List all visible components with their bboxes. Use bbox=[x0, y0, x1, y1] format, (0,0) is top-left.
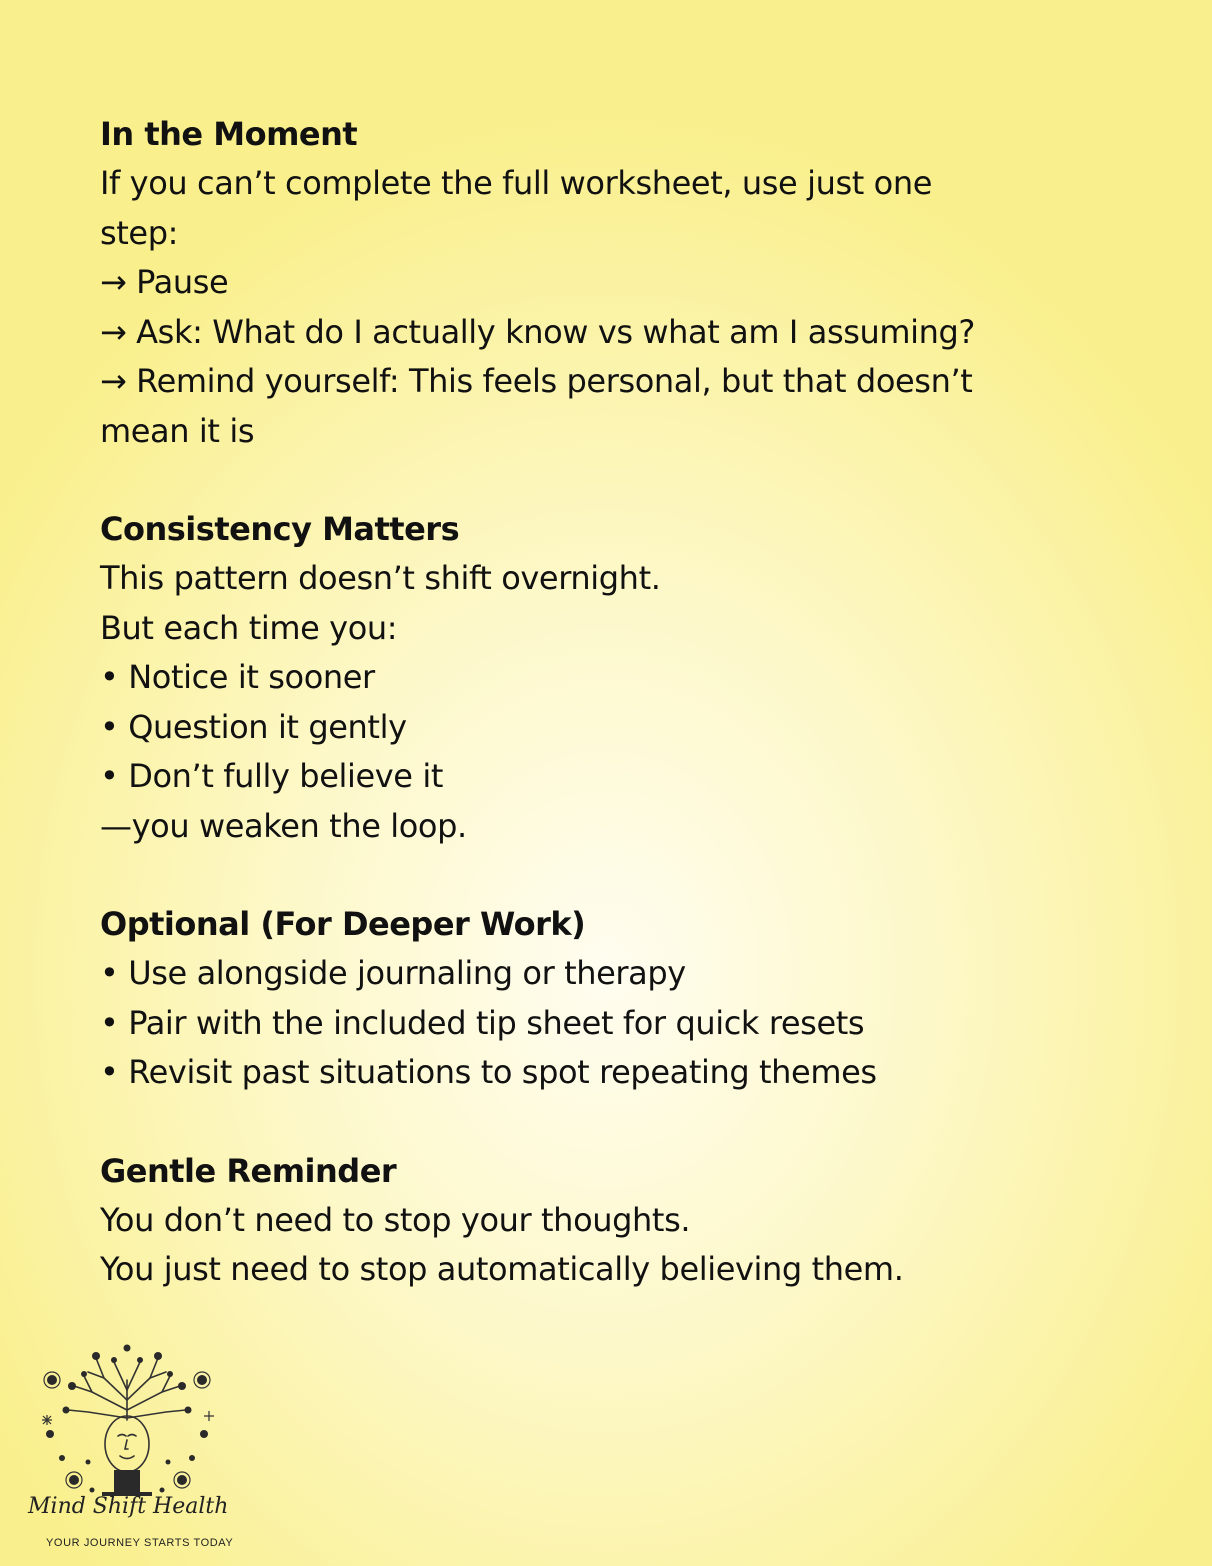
body-line: You don’t need to stop your thoughts. bbox=[100, 1200, 691, 1239]
section-heading: Optional (For Deeper Work) bbox=[100, 905, 586, 943]
body-line: —you weaken the loop. bbox=[100, 806, 467, 845]
document-body bbox=[100, 110, 1140, 1344]
body-line: step: bbox=[100, 213, 179, 252]
bullet-item: • Pair with the included tip sheet for quick resets bbox=[100, 1003, 865, 1042]
section-consistency-matters bbox=[100, 505, 1140, 851]
section-heading: Consistency Matters bbox=[100, 510, 460, 548]
body-line: mean it is bbox=[100, 411, 255, 450]
arrow-item: → Pause bbox=[100, 263, 229, 301]
head-tree-icon bbox=[22, 1340, 232, 1555]
body-line: If you can’t complete the full worksheet, use just one bbox=[100, 164, 933, 202]
body-line: This pattern doesn’t shift overnight. bbox=[100, 559, 661, 597]
arrow-item: → Remind yourself: This feels personal, but that doesn’t bbox=[100, 362, 973, 400]
bullet-item: • Use alongside journaling or therapy bbox=[100, 954, 686, 992]
brand-tagline: YOUR JOURNEY STARTS TODAY bbox=[46, 1537, 234, 1549]
body-line: You just need to stop automatically believing them. bbox=[100, 1250, 904, 1288]
brand-name: Mind Shift Health bbox=[28, 1494, 229, 1519]
section-heading: Gentle Reminder bbox=[100, 1151, 397, 1190]
bullet-item: • Revisit past situations to spot repeating themes bbox=[100, 1053, 877, 1091]
arrow-item: → Ask: What do I actually know vs what am I assuming? bbox=[100, 312, 976, 351]
section-in-the-moment bbox=[100, 110, 1140, 456]
bullet-item: • Question it gently bbox=[100, 707, 407, 746]
section-heading: In the Moment bbox=[100, 115, 358, 153]
body-line: But each time you: bbox=[100, 608, 398, 647]
bullet-item: • Notice it sooner bbox=[100, 658, 375, 696]
section-gentle-reminder bbox=[100, 1147, 1140, 1295]
bullet-item: • Don’t fully believe it bbox=[100, 757, 443, 795]
section-optional bbox=[100, 900, 1140, 1098]
